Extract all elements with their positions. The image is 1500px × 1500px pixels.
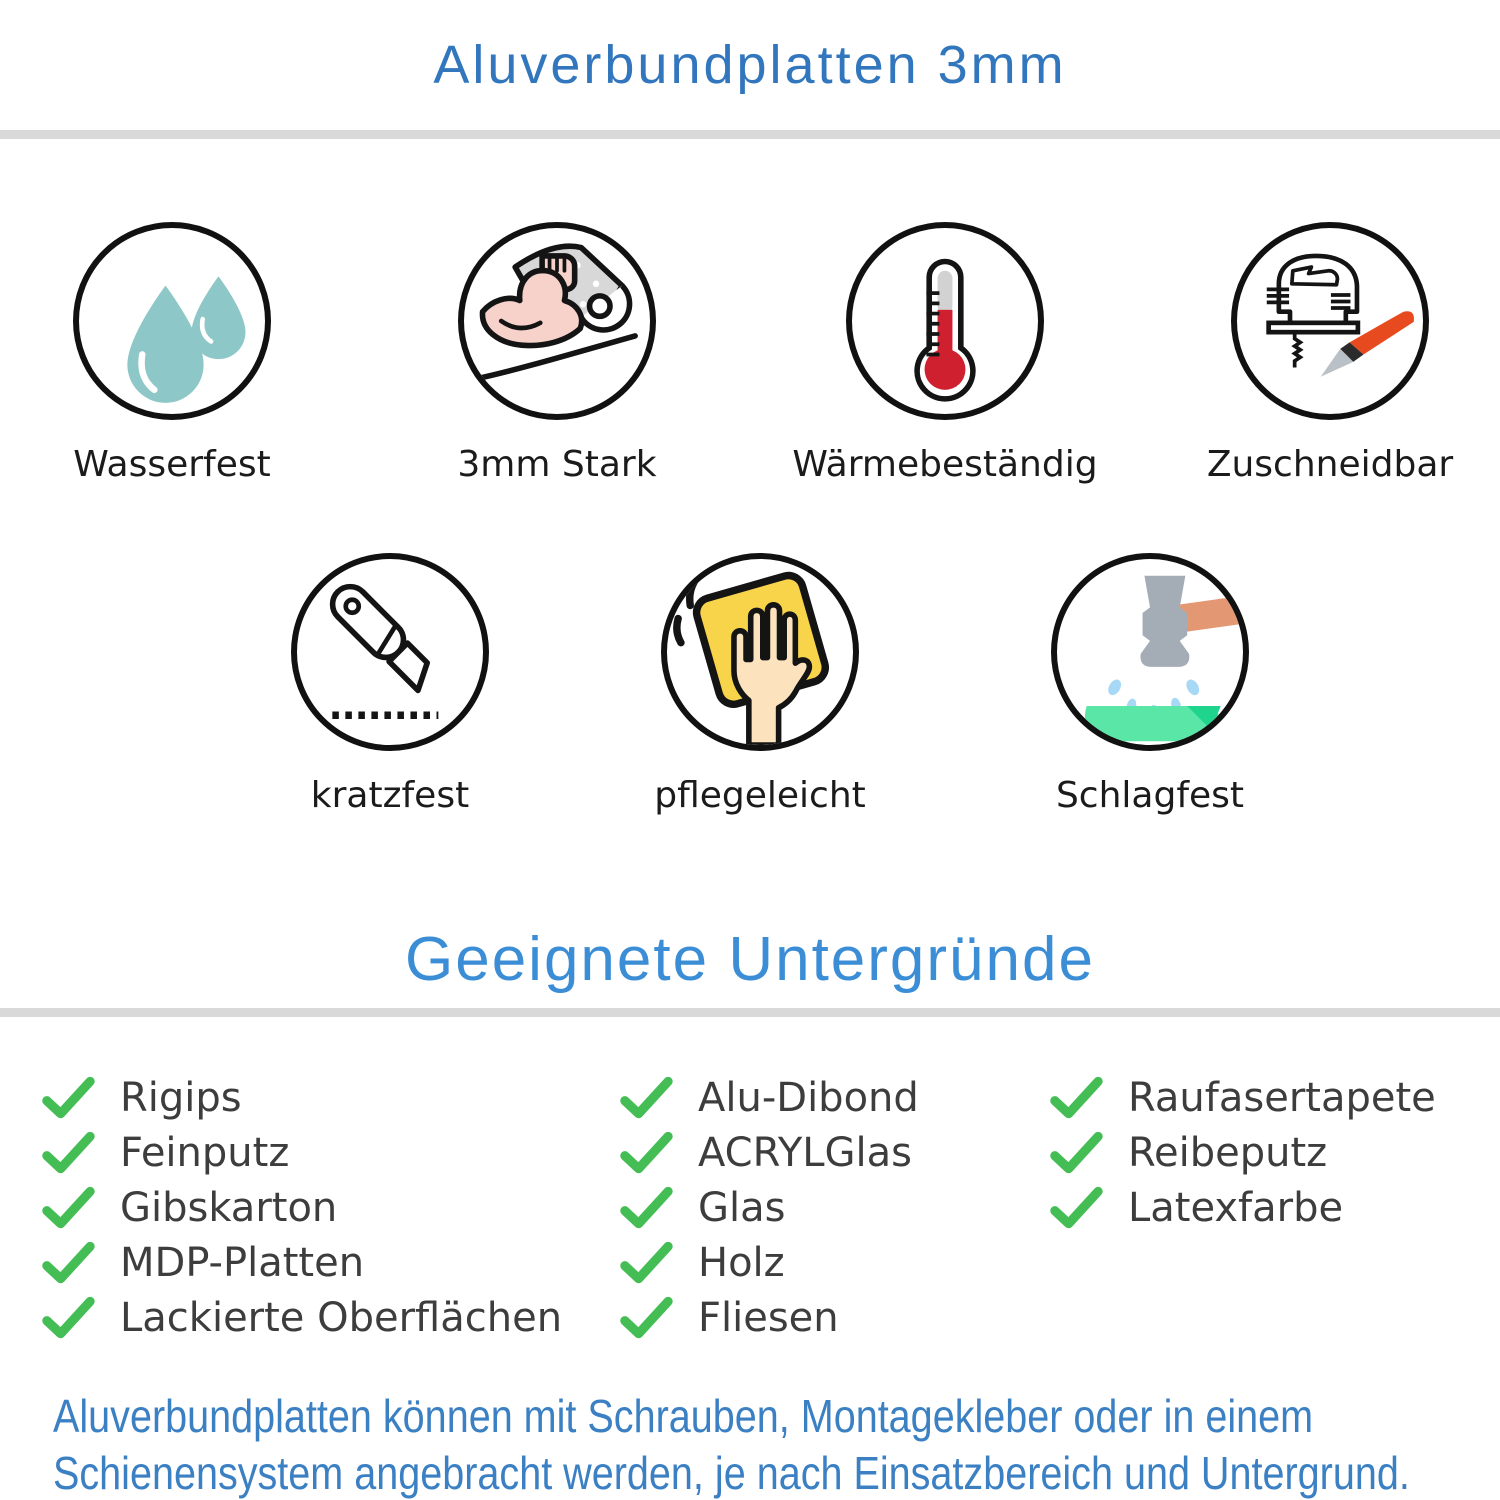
- check-icon: [618, 1075, 674, 1121]
- feature-wasserfest: [2, 222, 342, 485]
- utility-knife-icon: [291, 553, 489, 751]
- substrate-column-2: [618, 1070, 919, 1345]
- check-icon: [40, 1130, 96, 1176]
- list-item: [618, 1290, 919, 1345]
- list-item: [618, 1125, 919, 1180]
- check-icon: [40, 1240, 96, 1286]
- feature-label: Schlagfest: [1055, 775, 1245, 816]
- jigsaw-icon: [1231, 222, 1429, 420]
- feature-label: kratzfest: [310, 775, 470, 816]
- substrate-label: Holz: [698, 1239, 785, 1286]
- check-icon: [1048, 1075, 1104, 1121]
- list-item: [40, 1180, 562, 1235]
- substrate-label: Rigips: [120, 1074, 242, 1121]
- check-icon: [1048, 1185, 1104, 1231]
- list-item: [40, 1290, 562, 1345]
- section-title: Geeignete Untergründe: [404, 925, 1095, 994]
- divider-bar-middle: [0, 1008, 1500, 1017]
- substrate-column-1: [40, 1070, 562, 1345]
- substrate-label: Feinputz: [120, 1129, 290, 1176]
- divider-bar-top: [0, 130, 1500, 139]
- substrate-label: Latexfarbe: [1128, 1184, 1344, 1231]
- cleaning-hand-icon: [661, 553, 859, 751]
- muscle-arm-icon: [458, 222, 656, 420]
- feature-label: Zuschneidbar: [1206, 444, 1454, 485]
- mounting-note-line2: Schienensystem angebracht werden, je nach Einsatzbereich und Untergrund.: [53, 1447, 1410, 1499]
- water-drops-icon: [73, 222, 271, 420]
- substrate-label: Raufasertapete: [1128, 1074, 1436, 1121]
- substrate-label: ACRYLGlas: [698, 1129, 913, 1176]
- list-item: [618, 1070, 919, 1125]
- list-item: [1048, 1180, 1436, 1235]
- list-item: [40, 1125, 562, 1180]
- substrate-label: Glas: [698, 1184, 786, 1231]
- feature-waermebestaendig: [775, 222, 1115, 485]
- check-icon: [40, 1185, 96, 1231]
- list-item: [1048, 1125, 1436, 1180]
- list-item: [40, 1070, 562, 1125]
- substrate-column-3: [1048, 1070, 1436, 1235]
- list-item: [1048, 1070, 1436, 1125]
- feature-3mm-stark: [387, 222, 727, 485]
- substrate-label: Lackierte Oberflächen: [120, 1294, 563, 1341]
- substrate-label: Fliesen: [698, 1294, 839, 1341]
- feature-label: Wärmebeständig: [792, 444, 1098, 485]
- feature-zuschneidbar: [1160, 222, 1500, 485]
- list-item: [618, 1180, 919, 1235]
- thermometer-icon: [846, 222, 1044, 420]
- page-title: Aluverbundplatten 3mm: [433, 35, 1067, 95]
- feature-label: 3mm Stark: [457, 444, 657, 485]
- mounting-note-line1: Aluverbundplatten können mit Schrauben, Montagekleber oder in einem: [53, 1390, 1314, 1442]
- substrate-label: Alu-Dibond: [698, 1074, 919, 1121]
- check-icon: [1048, 1130, 1104, 1176]
- check-icon: [40, 1075, 96, 1121]
- feature-label: Wasserfest: [73, 444, 271, 485]
- mounting-note: [53, 1388, 1410, 1500]
- check-icon: [618, 1240, 674, 1286]
- check-icon: [40, 1295, 96, 1341]
- substrate-label: Reibeputz: [1128, 1129, 1328, 1176]
- feature-schlagfest: [980, 553, 1320, 816]
- feature-pflegeleicht: [590, 553, 930, 816]
- check-icon: [618, 1295, 674, 1341]
- feature-label: pflegeleicht: [654, 775, 866, 816]
- substrate-label: MDP-Platten: [120, 1239, 365, 1286]
- check-icon: [618, 1185, 674, 1231]
- feature-kratzfest: [220, 553, 560, 816]
- hammer-icon: [1051, 553, 1249, 751]
- substrate-label: Gibskarton: [120, 1184, 338, 1231]
- list-item: [40, 1235, 562, 1290]
- check-icon: [618, 1130, 674, 1176]
- list-item: [618, 1235, 919, 1290]
